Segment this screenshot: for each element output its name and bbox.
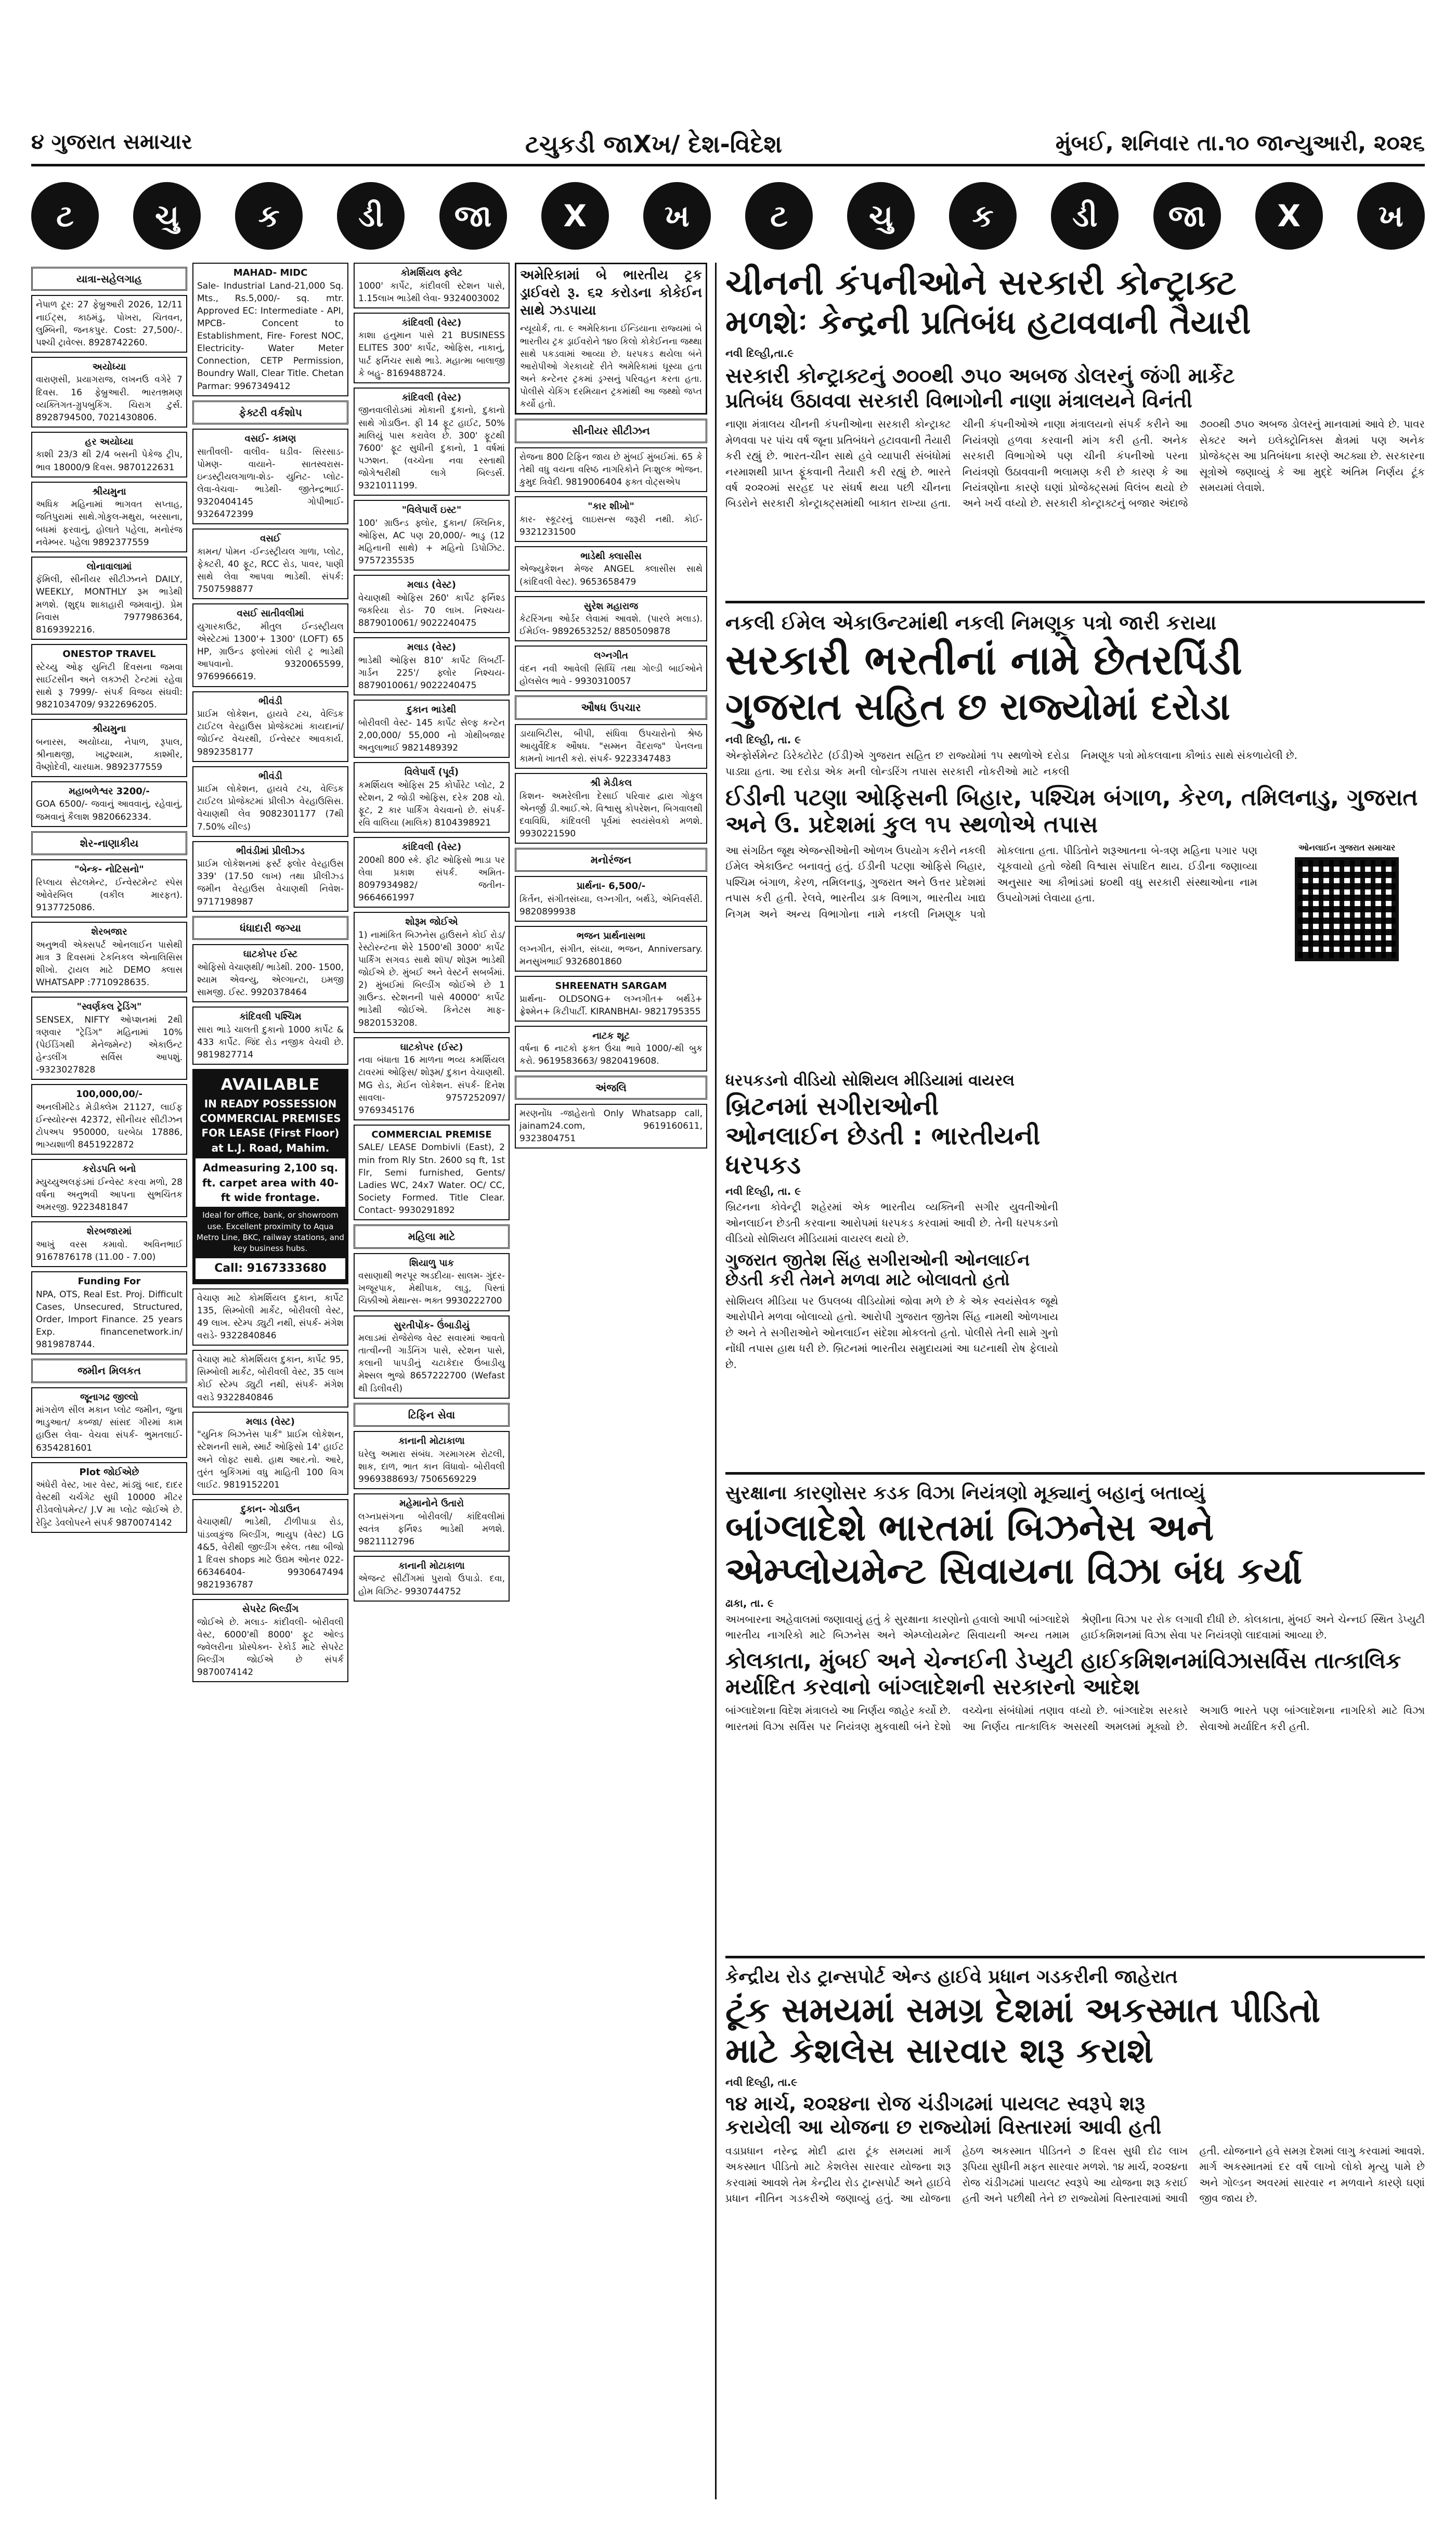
dateline: ઢાકા, તા. ૯ — [725, 1597, 774, 1610]
classified-ad: વસઈ- કામણ સાતીવલી- વાલીવ- ઘડીવ- સિરસાડ- પોમણ- વાયાને- સાતસ્વરાસ- ઇન્ડસ્ટ્રીયલગાળા-શેડ- યુનિટ- પ્લોટ- લેવા-વેચવા- ભાડેથી- જીતેન્દ્રભાઈ- 9320404145 ગોપીભાઈ- 9326472399 — [192, 429, 348, 524]
classified-ad: સેપરેટ બિલ્ડીંગ જોઈએ છે. મલાડ- કાંદીવલી- બોરીવલી વેસ્ટ, 6000'થી 8000' ફૂટ ઓલ્ડ જ્વેલરીના પ્રોસ્પેક્ન- રેકોર્ડ માટે સેપરેટ બિલ્ડીંગ જોઈએ છે સંપર્ક 9870074142 — [192, 1599, 348, 1682]
section-heading-travel: યાત્રા-સહેલગાહ — [31, 267, 187, 291]
classified-column-1 — [31, 263, 187, 1537]
divider — [725, 601, 1425, 603]
masthead-letter: ડી — [1051, 182, 1119, 250]
classified-ad: કરોડપતિ બનો મ્યુચ્યુઅલફંડમાં ઈન્વેસ્ટ કરવા મળો, 28 વર્ષના અનુભવી આપના સુભચિંતક અમરજી. 9223481847 — [31, 1159, 187, 1217]
story-china-contracts — [725, 263, 1425, 511]
classified-ad: 100,000,00/- અનલીમીટેડ મેડીક્લેમ 21127, લાઈફ ઈન્સ્યોરન્સ 42372, સીનીયર સીટીઝન ટોપઅપ 950000, ઘરબેઠા 17886, ભાગ્યશાળી 8451922872 — [31, 1084, 187, 1155]
subheadline: પ્રતિબંધ ઉઠાવવા સરકારી વિભાગોની નાણા મંત્રાલયને વિનંતી — [725, 389, 1192, 412]
classified-ad: હર અયોધ્યા કાશી 23/3 થી 2/4 બસની પેકેજ ટ્રીપ, ભાવ 18000/9 દિવસ. 9870122631 — [31, 432, 187, 478]
classified-ad: ભાડેથી ક્લાસીસ એજ્યુકેશન મેજર ANGEL ક્લાસીસ સાથે (કાંદિવલી વેસ્ટ). 9653658479 — [515, 546, 707, 592]
masthead-letter: ડી — [337, 182, 405, 250]
page-number-publication: ૪ ગુજરાત સમાચાર — [31, 130, 192, 154]
headline: મળશેઃ કેન્દ્રની પ્રતિબંધ હટાવવાની તૈયારી — [725, 303, 1251, 341]
section-heading-shop: ધંધાદારી જગ્યા — [192, 916, 348, 940]
classified-ad: શેરબજારમાં આખું વરસ કમાવો. અવિનભાઈ 9167876178 (11.00 - 7.00) — [31, 1221, 187, 1267]
classified-ad: લગ્નગીત વંદન નવી આવેલી સિધ્ધિ તથા ગોલ્ડી બાઈઓને હોલસેલ ભાવે - 9930310057 — [515, 646, 707, 691]
masthead-letter: ક — [949, 182, 1017, 250]
story-body: બ્રિટનના કોવેન્ટ્રી શહેરમાં એક ભારતીય વ્યક્તિની સગીર યુવતીઓની ઓનલાઈન છેડતી કરવાના આરોપમાં ધરપકડ કરવામાં આવી છે. તેની ધરપકડનો વીડિયો સોશિયલ મીડિયામાં વાયરલ થયો છે. — [725, 1201, 1058, 1245]
classified-ad: ONESTOP TRAVEL સ્ટેચ્યુ ઓફ યુનિટી દિવસના જમવા સાઈટસીન અને લક્ઝરી ટેન્ટમાં રહેવા સાથે રૂ 7999/- સંપર્ક વિજય સંઘવી: 9821034709/ 9322696205. — [31, 644, 187, 715]
dateline: નવી દિલ્હી, તા. ૯ — [725, 1184, 801, 1197]
classified-ad: કાંદિવલી (વેસ્ટ) જીનવાલીરોડમાં મોકાની દુકાનો, દુકાનો સાથે ગોડાઉન. ફી 14 ફૂટ હાઈટ, 50% માલિયું પાસ કરાવેલ છે. 300' ફૂટથી 7600' ફૂટ સુધીની દુકાનો, 1 વર્ષમાં પઝશન. (વચ્ચેના નવા રસ્તાથી જોગેશ્વરીથી લાગે બિલ્ડર્સ. 9321011199. — [354, 388, 510, 496]
dateline: નવી દિલ્હી, તા. ૯ — [725, 733, 801, 746]
masthead-letter: ખ — [1357, 182, 1425, 250]
classified-ad: મલાડ (વેસ્ટ) "યુનિક બિઝનેસ પાર્ક" પ્રાઈમ લોકેશન, સ્ટેશનની સામે, સ્માર્ટ ઓફિસો 14' હાઈટ અને લોફ્ટ સાથે. હાથ આર.નો. આરે, તુરંત બુકિંગમાં વધુ માહિતી 100 વિગ લાઈટ. 9819152201 — [192, 1412, 348, 1495]
classified-ad: કાનાની મોટાકાળા એજન્ટ સીટીંગમાં પુરાવો ઉપાડો. દવા, હોમ વિઝિટ- 9930744752 — [354, 1556, 510, 1602]
story-fake-recruitment — [725, 611, 1425, 965]
classified-ad: નેપાળ ટૂર: 27 ફેબ્રુઆરી 2026, 12/11 નાઈટ્સ, કાઠમંડુ, પોખરા, ચિતવન, લુમ્બિની, જનકપુર. Cost: 27,500/-. પશ્ચી ટ્રાવેલ્સ. 8928742260. — [31, 295, 187, 353]
masthead-letter: ખ — [643, 182, 711, 250]
classified-ad: પ્રાર્થના- 6,500/- કિર્તન, સંગીતસંધ્યા, લગ્નગીત, બર્થડે, એનિવર્સરી. 9820899938 — [515, 876, 707, 922]
subheadline: કોલકાતા, મુંબઈ અને ચેન્નઈની ડેપ્યુટી હાઈકમિશનમાંવિઝાસર્વિસ તાત્કાલિક મર્યાદિત કરવાનો બાંગ્લાદેશની સરકારનો આદેશ — [725, 1648, 1401, 1699]
masthead-letter: ચુ — [847, 182, 915, 250]
story-bangladesh-visa — [725, 1482, 1425, 1734]
classified-ad: લોનાવાલામાં ફૅમિલી, સીનીયર સીટીઝનને DAILY, WEEKLY, MONTHLY રૂમ ભાડેથી મળશે. (શુદ્ધ શાકાહારી જમવાનું). પ્રેમ નિવાસ 7977986364, 8169392216. — [31, 557, 187, 640]
classified-ad: શ્રી મેડીકલ કિશન- અમરેલીના દેસાઈ પરિવાર દ્વારા ગોકુલ એનર્જી ડી.આઈ.એ. વિશ્વાસુ કોપરેશન, બિગવાલથી દવાવિધિ, કાંદિવલી પૂર્વમાં સ્વયંસેવકો મળશે. 9930221590 — [515, 773, 707, 844]
subheadline: ઈડીની પટણા ઓફિસની બિહાર, પશ્ચિમ બંગાળ, કેરળ, તમિલનાડુ, ગુજરાત અને ઉ. પ્રદેશમાં કુલ ૧૫ સ્થળોએ તપાસ — [725, 784, 1418, 838]
classified-ad: અયોધ્યા વારાણસી, પ્રયાગરાજ, લખનઉ વગેરે 7 દિવસ. 16 ફેબ્રુઆરી. ભારતભ્રમણ વ્યક્તિગત-ગ્રુપબુકિંગ. ચિરાગ ટુર્સ. 8928794500, 7021430806. — [31, 357, 187, 428]
classified-ad: વેચાણ માટે કોમર્શિયલ દુકાન, કાર્પેટ 95, સિમ્બોલી માર્કેટ, બોરીવલી વેસ્ટ, 35 લાખ કોઈ સ્ટેમ્પ ડ્યુટી નથી, સંપર્ક- મંગેશ વરાડે 9322840846 — [192, 1350, 348, 1408]
masthead-letter: X — [541, 182, 609, 250]
classified-ad: રોજના 800 ટિફિન જાય છે મુંબઈ મુંબઈમાં. 65 કે તેથી વધુ વયના વરિષ્ઠ નાગરિકોને નિઃશુલ્ક ભોજન. કુમુદ ત્રિવેદી. 9819006404 ફક્ત વોટ્સએપ — [515, 447, 707, 492]
display-ad-commercial: AVAILABLE IN READY POSSESSION COMMERCIAL PREMISES FOR LEASE (First Floor) at L.J. Road, Mahim. Admeasuring 2,100 sq. ft. carpet area with 40-ft wide frontage. Ideal for office, bank, or showroom use. Excellent proximity to Aqua Metro Line, BKC, railway stations, and key business hubs. Call: 9167333680 — [192, 1069, 348, 1284]
kicker: કેન્દ્રીય રોડ ટ્રાન્સપોર્ટ એન્ડ હાઈવે પ્રધાન ગડકરીની જાહેરાત — [725, 1966, 1178, 1988]
classified-ad: "બેન્ક- નોટિસનો" રિપ્લાય સેટલમેન્ટ, ઈન્વેસ્ટમેન્ટ સ્પેસ ઓવેરબિલ (વકીલ મારફત). 9137725086. — [31, 859, 187, 918]
classified-ad: શેરબજાર અનુભવી એક્સપર્ટ ઓનલાઈન પાસેથી માત્ર 3 દિવસમાં ટેકનિકલ એનાલિસિસ શીખો. ટ્રાયલ માટે DEMO ક્લાસ WHATSAPP :7710928635. — [31, 922, 187, 992]
classified-ad: ઘાટકોપર (ઈસ્ટ) નવા બંધાતા 16 માળના ભવ્ય કમર્શિયલ ટાવરમાં ઓફિસ/ શોરૂમ/ દુકાન વેચાણથી. MG રોડ, મેઈન લોકેશન. સંપર્ક- દિનેશ સાવલા- 9757252097/ 9769345176 — [354, 1037, 510, 1120]
classified-ad: મલાડ (વેસ્ટ) ભાડેથી ઓફિસ 810' કાર્પેટ લિબર્ટી- ગાર્ડન 225'/ ફ્લોર નિશ્ચય- 8879010061/ 9022240475 — [354, 637, 510, 695]
story-body: વડાપ્રધાન નરેન્દ્ર મોદી દ્વારા ટૂંક સમયમાં માર્ગ અકસ્માત પીડિતો માટે કેશલેસ સારવાર યોજના શરૂ કરવામાં આવશે તેમ કેન્દ્રીય રોડ ટ્રાન્સપોર્ટ અને હાઈવે પ્રધાન નીતિન ગડકરીએ જણાવ્યું હતું. આ યોજના હેઠળ અકસ્માત પીડિતને ૭ દિવસ સુધી દોઢ લાખ રૂપિયા સુધીની મફત સારવાર મળશે. ૧૪ માર્ચ, ૨૦૨૪ના રોજ ચંડીગઢમાં પાયલટ સ્વરૂપે આ યોજના શરૂ કરાઈ હતી અને પછીથી તેને છ રાજ્યોમાં વિસ્તારવામાં આવી હતી. યોજનાને હવે સમગ્ર દેશમાં લાગુ કરવામાં આવશે. માર્ગ અકસ્માતમાં દર વર્ષે લાખો લોકો મૃત્યુ પામે છે અને ગોલ્ડન અવરમાં સારવાર ન મળવાને કારણે ઘણાં જીવ જાય છે. — [725, 2144, 1425, 2204]
divider — [725, 1472, 1425, 1475]
classified-ad: ભીવંડી પ્રાઈમ લોકેશન, હાયવે ટચ, વેલ્ડિક ટાઈટલ વેરહાઉસ પ્રોજેક્ટમાં કાયદાનાં/ જોઈન્ટ વેચરથી, ઈન્વેસ્ટર આવકાર્ય. 9892358177 — [192, 691, 348, 762]
section-heading-finance: શેર-નાણાકીય — [31, 831, 187, 855]
masthead-letter: ક — [235, 182, 303, 250]
subheadline: ગુજરાત જીતેશ સિંહ સગીરાઓની ઓનલાઈન છેડતી કરી તેમને મળવા માટે બોલાવતો હતો — [725, 1250, 1030, 1290]
section-heading-factory: ફેક્ટરી વર્કશોપ — [192, 401, 348, 424]
headline: બ્રિટનમાં સગીરાઓની ઓનલાઈન છેડતી : ભારતીયની ધરપકડ — [725, 1092, 1041, 1180]
classified-ad: મહેમાનોને ઉતારો લગ્નપ્રસંગના બોરીવલી/ કાંદિવલીમાં સ્વતંત્ર ફર્નિશ્ડ ભાડેથી મળશે. 9821112796 — [354, 1493, 510, 1552]
page-header — [31, 130, 1425, 166]
classified-ad: ડાયાબિટીસ, બીપી, સંધિવા ઉપચારોનો શ્રેષ્ઠ આયુર્વેદિક ઔષધ. "સમ્મન વૈદરાજ" પેનલના કામનો ખાતરી કરો. સંપર્ક- 9223347483 — [515, 724, 707, 769]
story-body: આ સંગઠિત જૂથ એજન્સીઓની ઓળખ ઉપયોગ કરીને નકલી ઈમેલ એકાઉન્ટ બનાવતું હતું. ઈડીની પટણા ઓફિસે બિહાર, પશ્ચિમ બંગાળ, કેરળ, તમિલનાડુ, ગુજરાત અને ઉત્તર પ્રદેશમાં તપાસ કરી હતી. રેલવે, ભારતીય ડાક વિભાગ, ભારતીય ખાદ્ય નિગમ અને અન્ય વિભાગોના નામે નકલી નિમણૂક પત્રો મોકલાતા હતા. પીડિતોને શરૂઆતના બે-ત્રણ મહિના પગાર પણ ચૂકવાયો હતો જેથી વિશ્વાસ સંપાદિત થાય. ઈડીના જણાવ્યા અનુસાર આ કૌભાંડમાં ૪૦થી વધુ સરકારી સંસ્થાઓના નામ ઉપયોગમાં લેવાયા હતા. — [725, 844, 1257, 920]
section-heading-land: જમીન મિલકત — [31, 1359, 187, 1383]
story-cashless-treatment — [725, 1966, 1425, 2206]
classified-ad: શોરૂમ જોઈએ 1) નામાંકિત બિઝનેસ હાઉસને કોઈ રોડ/ રેસ્ટોરન્ટના શેરે 1500'થી 3000' કાર્પેટ પાર્કિંગ સગવડ સાથે શૉપ/ શોરૂમ ભાડેથી જોઈએ છે. મુંબઈ અને વેસ્ટર્ન સબર્બમાં. 2) મુંબઈમાં બિલ્ડીંગ જોઈએ છે 1 ગ્રાઉન્ડ. સ્ટેશનની પાસે 40000' કાર્પેટ ભાડેથી જોઈએ. કિનેટસ માફ- 9820153208. — [354, 912, 510, 1033]
classified-column-4 — [515, 263, 707, 1153]
section-heading-health: ઔષધ ઉપચાર — [515, 695, 707, 719]
divider — [725, 1956, 1425, 1958]
masthead-letter: ટ — [31, 182, 99, 250]
qr-code-icon[interactable] — [1295, 857, 1399, 961]
classified-ad: MAHAD- MIDC Sale- Industrial Land-21,000 Sq. Mts., Rs.5,000/- sq. mtr. Approved EC: Intermediate - API, MPCB- Concent to Establishment, Fire- Forest NOC, Electricity- Water Meter Connection, CETP Permission, Boundry Wall, Clear Title. Chetan Parmar: 9967349412 — [192, 263, 348, 396]
classified-ad: કોમર્શિયલ ફ્લેટ 1000' કાર્પેટ, કાંદીવલી સ્ટેશન પાસે, 1.15લાખ ભાડેથી લેવા- 9324003002 — [354, 263, 510, 308]
kicker: સુરક્ષાના કારણોસર કડક વિઝા નિયંત્રણો મૂક્યાનું બહાનું બતાવ્યું — [725, 1482, 1205, 1504]
ad-phone: Call: 9167333680 — [196, 1258, 345, 1279]
classified-ad: દુકાન- ગોડાઉન વેચાણથી/ ભાડેથી, ટીળીપાડા રોડ, પાંડવ્વકુંજ બિલ્ડીંગ, ભાયુપ (વેસ્ટ) LG 4&5, વેરીથી જીલ્ડીંગ સ્કેલ. તથા બીજો 1 દિવસ shops માટે ઉદ્યમ ઓનર 022-66346404- 9930647494 9821936787 — [192, 1499, 348, 1595]
classified-ad: શિયાળુ પાક વસાણાથી ભરપૂર અડદીયા- સાલમ- ગુંદર- ખજૂરપાક, મેથીપાક, લાડુ, પિસ્તાં ચિક્કીઓ મેથાન્સ- ભક્ત 9930222700 — [354, 1253, 510, 1311]
story-body: નાણા મંત્રાલય ચીનની કંપનીઓના સરકારી કોન્ટ્રાક્ટ મેળવવા પર પાંચ વર્ષ જૂના પ્રતિબંધને હટાવવાની તૈયારી કરી રહ્યું છે. ભારત-ચીન સાથે હવે વ્યાપારી સંબંધોમાં નરમાશથી પ્રાપ્ત ફૂંકવાની તૈયારી કરી રહ્યું છે. ભારતે વર્ષ ૨૦૨૦માં સરહદ પર સંઘર્ષ થયા પછી ચીનના બિડરોને સરકારી કોન્ટ્રાક્ટ્સમાંથી બાકાત રાખ્યા હતા. ચીની કંપનીઓએ નાણા મંત્રાલયનો સંપર્ક કરીને આ નિયંત્રણો હળવા કરવાની માંગ કરી હતી. અનેક સરકારી વિભાગોએ પણ ચીની કંપનીઓ પરના નિયંત્રણો ઉઠાવવાની ભલામણ કરી છે કારણ કે આ નિયંત્રણોના કારણે ઘણાં પ્રોજેક્ટ્સમાં વિલંબ થયો છે અને ખર્ચ વધ્યો છે. સરકારી કોન્ટ્રાક્ટનું બજાર અંદાજે ૭૦૦થી ૭૫૦ અબજ ડોલરનું માનવામાં આવે છે. પાવર સેક્ટર અને ઇલેક્ટ્રોનિક્સ ક્ષેત્રમાં પણ અનેક પ્રોજેક્ટ્સ આ પ્રતિબંધના કારણે અટક્યા છે. સરકારના સૂત્રોએ જણાવ્યું કે આ મુદ્દે અંતિમ નિર્ણય ટૂંક સમયમાં લેવાશે. — [725, 418, 1425, 510]
headline: બાંગ્લાદેશે ભારતમાં બિઝનેસ અને — [725, 1506, 1214, 1549]
classified-ad: મરણનોંધ -જાહેરાતો Only Whatsapp call, jainam24.com, 9619160611, 9323804751 — [515, 1104, 707, 1149]
headline: ગુજરાત સહિત છ રાજ્યોમાં દરોડા — [725, 685, 1230, 729]
column-rule — [715, 263, 717, 2499]
headline: માટે કેશલેસ સારવાર શરૂ કરાશે — [725, 2030, 1153, 2071]
classified-ad: મલાડ (વેસ્ટ) વેચાણથી ઓફિસ 260' કાર્પેટ ફર્નિશ્ડ જકરિયા રોડ- 70 લાખ. નિશ્ચય- 8879010061/ 9022240475 — [354, 575, 510, 633]
subheadline: ૧૪ માર્ચ, ૨૦૨૪ના રોજ ચંડીગઢમાં પાયલટ સ્વરૂપે શરૂ — [725, 2092, 1146, 2115]
classified-ad: કાનાની મોટાકાળા ઘરેલુ અમારા સંબંધ. ગરમાગરમ રોટલી, શાક, દાળ, ભાત કાન વિંધાવો- બોરીવલી 9969388693/ 7506569229 — [354, 1431, 510, 1489]
headline: ટૂંક સમયમાં સમગ્ર દેશમાં અકસ્માત પીડિતો — [725, 1990, 1321, 2030]
story-body: અખબારના અહેવાલમાં જણાવાયું હતું કે સુરક્ષાના કારણોનો હવાલો આપી બાંગ્લાદેશે ભારતીય નાગરિકો માટે બિઝનેસ અને એમ્પ્લોયમેન્ટ સિવાયની અન્ય તમામ શ્રેણીના વિઝા પર રોક લગાવી દીધી છે. કોલકાતા, મુંબઈ અને ચેન્નઈ સ્થિત ડેપ્યુટી હાઈકમિશનમાં વિઝા સેવા પર નિયંત્રણો લાદવામાં આવ્યા છે. — [725, 1612, 1425, 1641]
masthead-letter: ચુ — [133, 182, 201, 250]
classified-ad: મહાબળેશ્વર 3200/- GOA 6500/- જવાનું આવવાનું, રહેવાનું, જમવાનું કૈલાશ 9820662334. — [31, 781, 187, 827]
classified-ad: નાટક શૂટ વર્ષના 6 નાટકો ફક્ત ઉંચા ભાવે 1000/-થી બુક કરો. 9619583663/ 9820419608. — [515, 1026, 707, 1072]
story-uk-arrest — [725, 1072, 1058, 1372]
classified-ad: શ્રીયમુના અધિક મહિનામાં ભાગવત સપ્તાહ, જતિપુરામાં સાથે.ગોકુલ-મથુરા, બરસાના, બધમાં ફરવાનું, હોલાતે પહેલા, મનોરંજ નવેમ્બર. પહેલા 9892377559 — [31, 482, 187, 552]
classified-ad: ભજન પ્રાર્થનાસભા લગ્નગીત, સંગીત, સંધ્યા, ભજન, Anniversary. મનસુખભાઈ 9326801860 — [515, 926, 707, 972]
classified-column-2 — [192, 263, 348, 1686]
dateline: નવી દિલ્હી, તા.૯ — [725, 2075, 798, 2088]
headline: એમ્પ્લોયમેન્ટ સિવાયના વિઝા બંધ કર્યા — [725, 1549, 1302, 1592]
classified-ad: ભીવંડીમાં પ્રીલીઝ્ડ પ્રાઈમ લોકેશનમાં ફર્સ્ટ ફ્લોર વેરહાઉસ 339' (17.50 લાખ) તથા પ્રીલીઝ્ડ જમીન વેરહાઉસ વેચાણથી નિવેશ- 9717198987 — [192, 841, 348, 912]
dateline: નવી દિલ્હી,તા.૯ — [725, 347, 794, 360]
story-lead: એન્ફોર્સમેન્ટ ડિરેક્ટોરેટ (ઈડી)એ ગુજરાત સહિત છ રાજ્યોમાં ૧૫ સ્થળોએ દરોડા પાડ્યા હતા. આ દરોડા એક મની લોન્ડરિંગ તપાસ સરકારી નોકરીઓ માટે નકલી નિમણૂક પત્રો મોકલવાના કૌભાંડ સાથે સંકળાયેલી છે. — [725, 749, 1297, 778]
classified-ad: સુરતીપોંક- ઉંબાડીયું મલાડમાં રોજેરોજ વેસ્ટ સવારમાં આવતો તાત્વીન્ની ગાર્ડનિંગ પાસે, સ્ટેશન પાસે, કલાની પાપડીનું ચટાકેદાર ઉંબાડીયુ મેશ્સલ ભુજો 8657222700 (Wefast થી ડિલીવરી) — [354, 1315, 510, 1399]
classified-ad: Plot જોઈએછે અંધેરી વેસ્ટ, ખાર વેસ્ટ, માંડ્યું બાદ, દાદર વેસ્ટથી ચર્ચગેટ સુધી 10000 મીટર રીડેવલોપમેન્ટ/ J.V મા પ્લોટ જોઈએ છે. રેડ્ડિટ ડેવલોપરને સંપર્ક 9870074142 — [31, 1462, 187, 1533]
story-body: બાંગ્લાદેશના વિદેશ મંત્રાલયે આ નિર્ણય જાહેર કર્યો છે. ભારતમાં વિઝા સર્વિસ પર નિયંત્રણ મુકવાથી બંને દેશો વચ્ચેના સંબંધોમાં તણાવ વધ્યો છે. બાંગ્લાદેશ સરકારે આ નિર્ણય તાત્કાલિક અસરથી અમલમાં મૂક્યો છે. અગાઉ ભારતે પણ બાંગ્લાદેશના નાગરિકો માટે વિઝા સેવાઓ મર્યાદિત કરી હતી. — [725, 1704, 1425, 1733]
section-heading-senior: સીનીયર સીટીઝન — [515, 419, 707, 443]
classified-ad: Funding For NPA, OTS, Real Est. Proj. Difficult Cases, Unsecured, Structured, Order, Import Finance. 25 years Exp. financenetwork.in/ 9819878744. — [31, 1271, 187, 1354]
classified-ad: સુરેશ મહારાજ કેટરિંગના ઓર્ડર લેવામાં આવશે. (પારલે મલાડ). ઈમેઈલ- 9892653252/ 8850509878 — [515, 596, 707, 642]
classified-ad: "વિલેપાર્લે ઇસ્ટ" 100' ગ્રાઉન્ડ ફ્લોર, દુકાન/ ક્લિનિક, ઓફિસ, AC પણ 20,000/- ભાડુ (12 મહિનાની સાથે) + મહિનો ડિપોઝિટ. 9757235535 — [354, 500, 510, 571]
classified-ad: વેચાણ માટે કોમર્શિયલ દુકાન, કાર્પેટ 135, સિમ્બોલી માર્કેટ, બોરીવલી વેસ્ટ, 49 લાખ. સ્ટેમ્પ ડ્યુટી નથી, સંપર્ક- મંગેશ વરાડે- 9322840846 — [192, 1288, 348, 1346]
qr-block: ઓનલાઈન ગુજરાત સમાચાર — [1269, 843, 1425, 965]
section-heading-obituary: અંજલિ — [515, 1076, 707, 1100]
headline: સરકારી ભરતીનાં નામે છેતરપિંડી — [725, 637, 1242, 684]
masthead-letter: ટ — [745, 182, 813, 250]
section-heading-tiffin: ટિફિન સેવા — [354, 1403, 510, 1427]
classified-ad: COMMERCIAL PREMISE SALE/ LEASE Dombivli (East), 2 min from Rly Stn. 2600 sq ft, 1st Flr, Semi furnished, Gents/ Ladies WC, 24x7 Water. OC/ CC, Society Formed. Title Clear. Contact- 9930291892 — [354, 1125, 510, 1220]
kicker: ધરપકડનો વીડિયો સોશિયલ મીડિયામાં વાયરલ — [725, 1072, 1015, 1090]
classified-ad: વસઈ સાતીવલીમાં યુગારકાઉટ, મીતુલ ઈન્ડસ્ટ્રીયલ એસ્ટેટમાં 1300'+ 1300' (LOFT) 65 HP, ગ્રાઉન્ડ ફ્લોરમાં લોરી ટ્ર ભાડેથી આપવાનો. 9320065599, 9769966619. — [192, 603, 348, 687]
section-masthead — [31, 179, 1425, 252]
classified-ad: શ્રીયમુના બનારસ, અયોધ્યા, નેપાળ, રૂપાલ, શ્રીનાથજી, ખાટુશ્યામ, કાશ્મીર, વૈષ્ણોદેવી, ચારધામ. 9892377559 — [31, 719, 187, 777]
masthead-letter: X — [1255, 182, 1323, 250]
classified-ad: ઘાટકોપર ઈસ્ટ ઓફિસો વેચાણથી/ ભાડેથી. 200- 1500, શ્યામ એવન્યુ, એલ્ગાન્ટા, ઇમજી સામજી. ઈસ્ટ. 9920378464 — [192, 944, 348, 1002]
issue-date: મુંબઈ, શનિવાર તા.૧૦ જાન્યુઆરી, ૨૦૨૬ — [1055, 130, 1425, 156]
classified-ad: "સ્વર્ણકલ ટ્રેડિંગ" SENSEX, NIFTY ઓપ્શનમાં 2થી ત્રણવાર "ટ્રેડિંગ" મહિનામાં 10% (પેઈડિંગથી મેનેજમેન્ટ) એકાઉન્ટ હેન્ડલીંગ સર્વિસ આપશું. -9323027828 — [31, 997, 187, 1080]
subheadline: સરકારી કોન્ટ્રાક્ટનું ૭૦૦થી ૭૫૦ અબજ ડોલરનું જંગી માર્કેટ — [725, 364, 1235, 389]
section-heading-women: મહિલા માટે — [354, 1224, 510, 1248]
classified-ad: "કાર શીખો" કાર- સ્કૂટરનું લાઇસન્સ જરૂરી નથી. કોઈ- 9321231500 — [515, 496, 707, 542]
headline: ચીનની કંપનીઓને સરકારી કોન્ટ્રાક્ટ — [725, 263, 1237, 303]
classified-ad: ભીવંડી પ્રાઈમ લોકેશન, હાયવે ટચ, વેલ્ડિક ટાઈટલ પ્રોજેક્ટમાં પ્રીલીઝ વેરહાઉસિસ. વેચાણથી લેવ 9082301177 (7થી 7.50% યીલ્ડ) — [192, 766, 348, 837]
story-body: સોશિયલ મીડિયા પર ઉપલબ્ધ વીડિયોમાં જોવા મળે છે કે એક સ્વયંસેવક જૂથે આરોપીને મળવા બોલાવ્યો હતો. આરોપી ગુજરાત જીતેશ સિંહ નામથી ઓળખાય છે અને તે સગીરાઓને ઓનલાઈન સંદેશા મોકલતો હતો. પોલીસે તેની સામે ગુનો નોંધી તપાસ હાથ ધરી છે. બ્રિટનમાં ભારતીય સમુદાયમાં આ ઘટનાથી રોષ ફેલાયો છે. — [725, 1294, 1058, 1371]
masthead-letter: જા — [1153, 182, 1221, 250]
section-title: ટચુકડી જાXખ/ દેશ-વિદેશ — [525, 130, 782, 158]
classified-ad: કાંદિવલી (વેસ્ટ) 200થી 800 સ્કે. ફીટ ઓફિસો ભાડા પર લેવા પ્રકાશ સંપર્ક. અમિત- 8097934982/ જતીન- 9664661997 — [354, 837, 510, 908]
news-brief-us-cocaine: અમેરિકામાં બે ભારતીય ટ્રક ડ્રાઈવરો રૂ. ૬૨ કરોડના કોકેઈન સાથે ઝડપાયા ન્યૂયોર્ક, તા. ૯ અમેરિકાના ઈન્ડિયાના રાજ્યમાં બે ભારતીય ટ્રક ડ્રાઈવરોને ૧૪૦ કિલો કોકેઈનના જથ્થા સાથે પકડવામાં આવ્યા છે. ધરપકડ થયેલા બંને આરોપીઓ ગેરકાયદે રીતે અમેરિકામાં ઘૂસ્યા હતા અને કન્ટેનર ટ્રકમાં ડ્રગ્સનું પરિવહન કરતા હતા. પોલીસે ચેકિંગ દરમિયાન ટ્રકમાંથી આ જથ્થો જપ્ત કર્યો હતો. — [515, 263, 707, 415]
classified-ad: વસઈ કામન/ પોમન -ઈન્ડસ્ટ્રીયલ ગાળા, પ્લોટ, ફેક્ટરી, 40 ફૂટ, RCC રોડ, પાવર, પાણી સાથે લેવા આપવા ભાડેથી. સંપર્ક: 7507598877 — [192, 528, 348, 599]
classified-column-3 — [354, 263, 510, 1606]
classified-ad: દુકાન ભાડેથી બોરીવલી વેસ્ટ- 145 કાર્પેટ સેલ્ફ કન્ટેન 2,00,000/ 55,000 નો ગોથીબજાર અનુલાભાઈ 9821489392 — [354, 700, 510, 758]
kicker: નકલી ઈમેલ એકાઉન્ટમાંથી નકલી નિમણૂક પત્રો જારી કરાયા — [725, 611, 1217, 634]
classified-ad: કાંદિવલી (વેસ્ટ) કાશા હનુમાન પાસે 21 BUSINESS ELITES 300' કાર્પેટ, ઓફિસ, નાકાનું, પાર્ટ ફર્નિચર સાથે ભાડે. મહાત્મા બાલાજી કે બહુ- 8169488724. — [354, 313, 510, 383]
classified-ad: કાંદિવલી પશ્ચિમ સારા ભાડે ચાલતી દુકાનો 1000 કાર્પેટ & 433 કાર્પેટ. જિંદ રોડ નજીક વેચવી છે. 9819827714 — [192, 1007, 348, 1065]
classified-ad: જૂનાગઢ જીલ્લો માંગરોળ સીલ મકાન પ્લોટ જમીન, જુના ભાડુઆત/ કબ્જા/ સાંસદ ગીરમાં કામ હાઉસ લેવા- વેચવા સંપર્ક- ભુમતલાઈ- 6354281601 — [31, 1387, 187, 1458]
section-heading-entertainment: મનોરંજન — [515, 848, 707, 872]
classified-ad: વિલેપાર્લે (પૂર્વ) કમર્શિયલ ઓફિસ 25 કોર્પોરેટ પ્લોટ, 2 સ્ટેશન, 2 જોડી ઓફિસ, દરેક 208 ચો. ફૂટ, 2 કાર પાર્કિંગ વેચવાનો છે. સંપર્ક- રવિ વાલિયા (માલિક) 8104398921 — [354, 762, 510, 833]
masthead-letter: જા — [439, 182, 507, 250]
subheadline: કરાયેલી આ યોજના છ રાજ્યોમાં વિસ્તારમાં આવી હતી — [725, 2115, 1162, 2138]
classified-ad: SHREENATH SARGAM પ્રાર્થના- OLDSONG+ લગ્નગીત+ બર્થડે+ ફ્રેશ્મેન+ કિટીપાર્ટી. KIRANBHAI- 9821795355 — [515, 976, 707, 1022]
